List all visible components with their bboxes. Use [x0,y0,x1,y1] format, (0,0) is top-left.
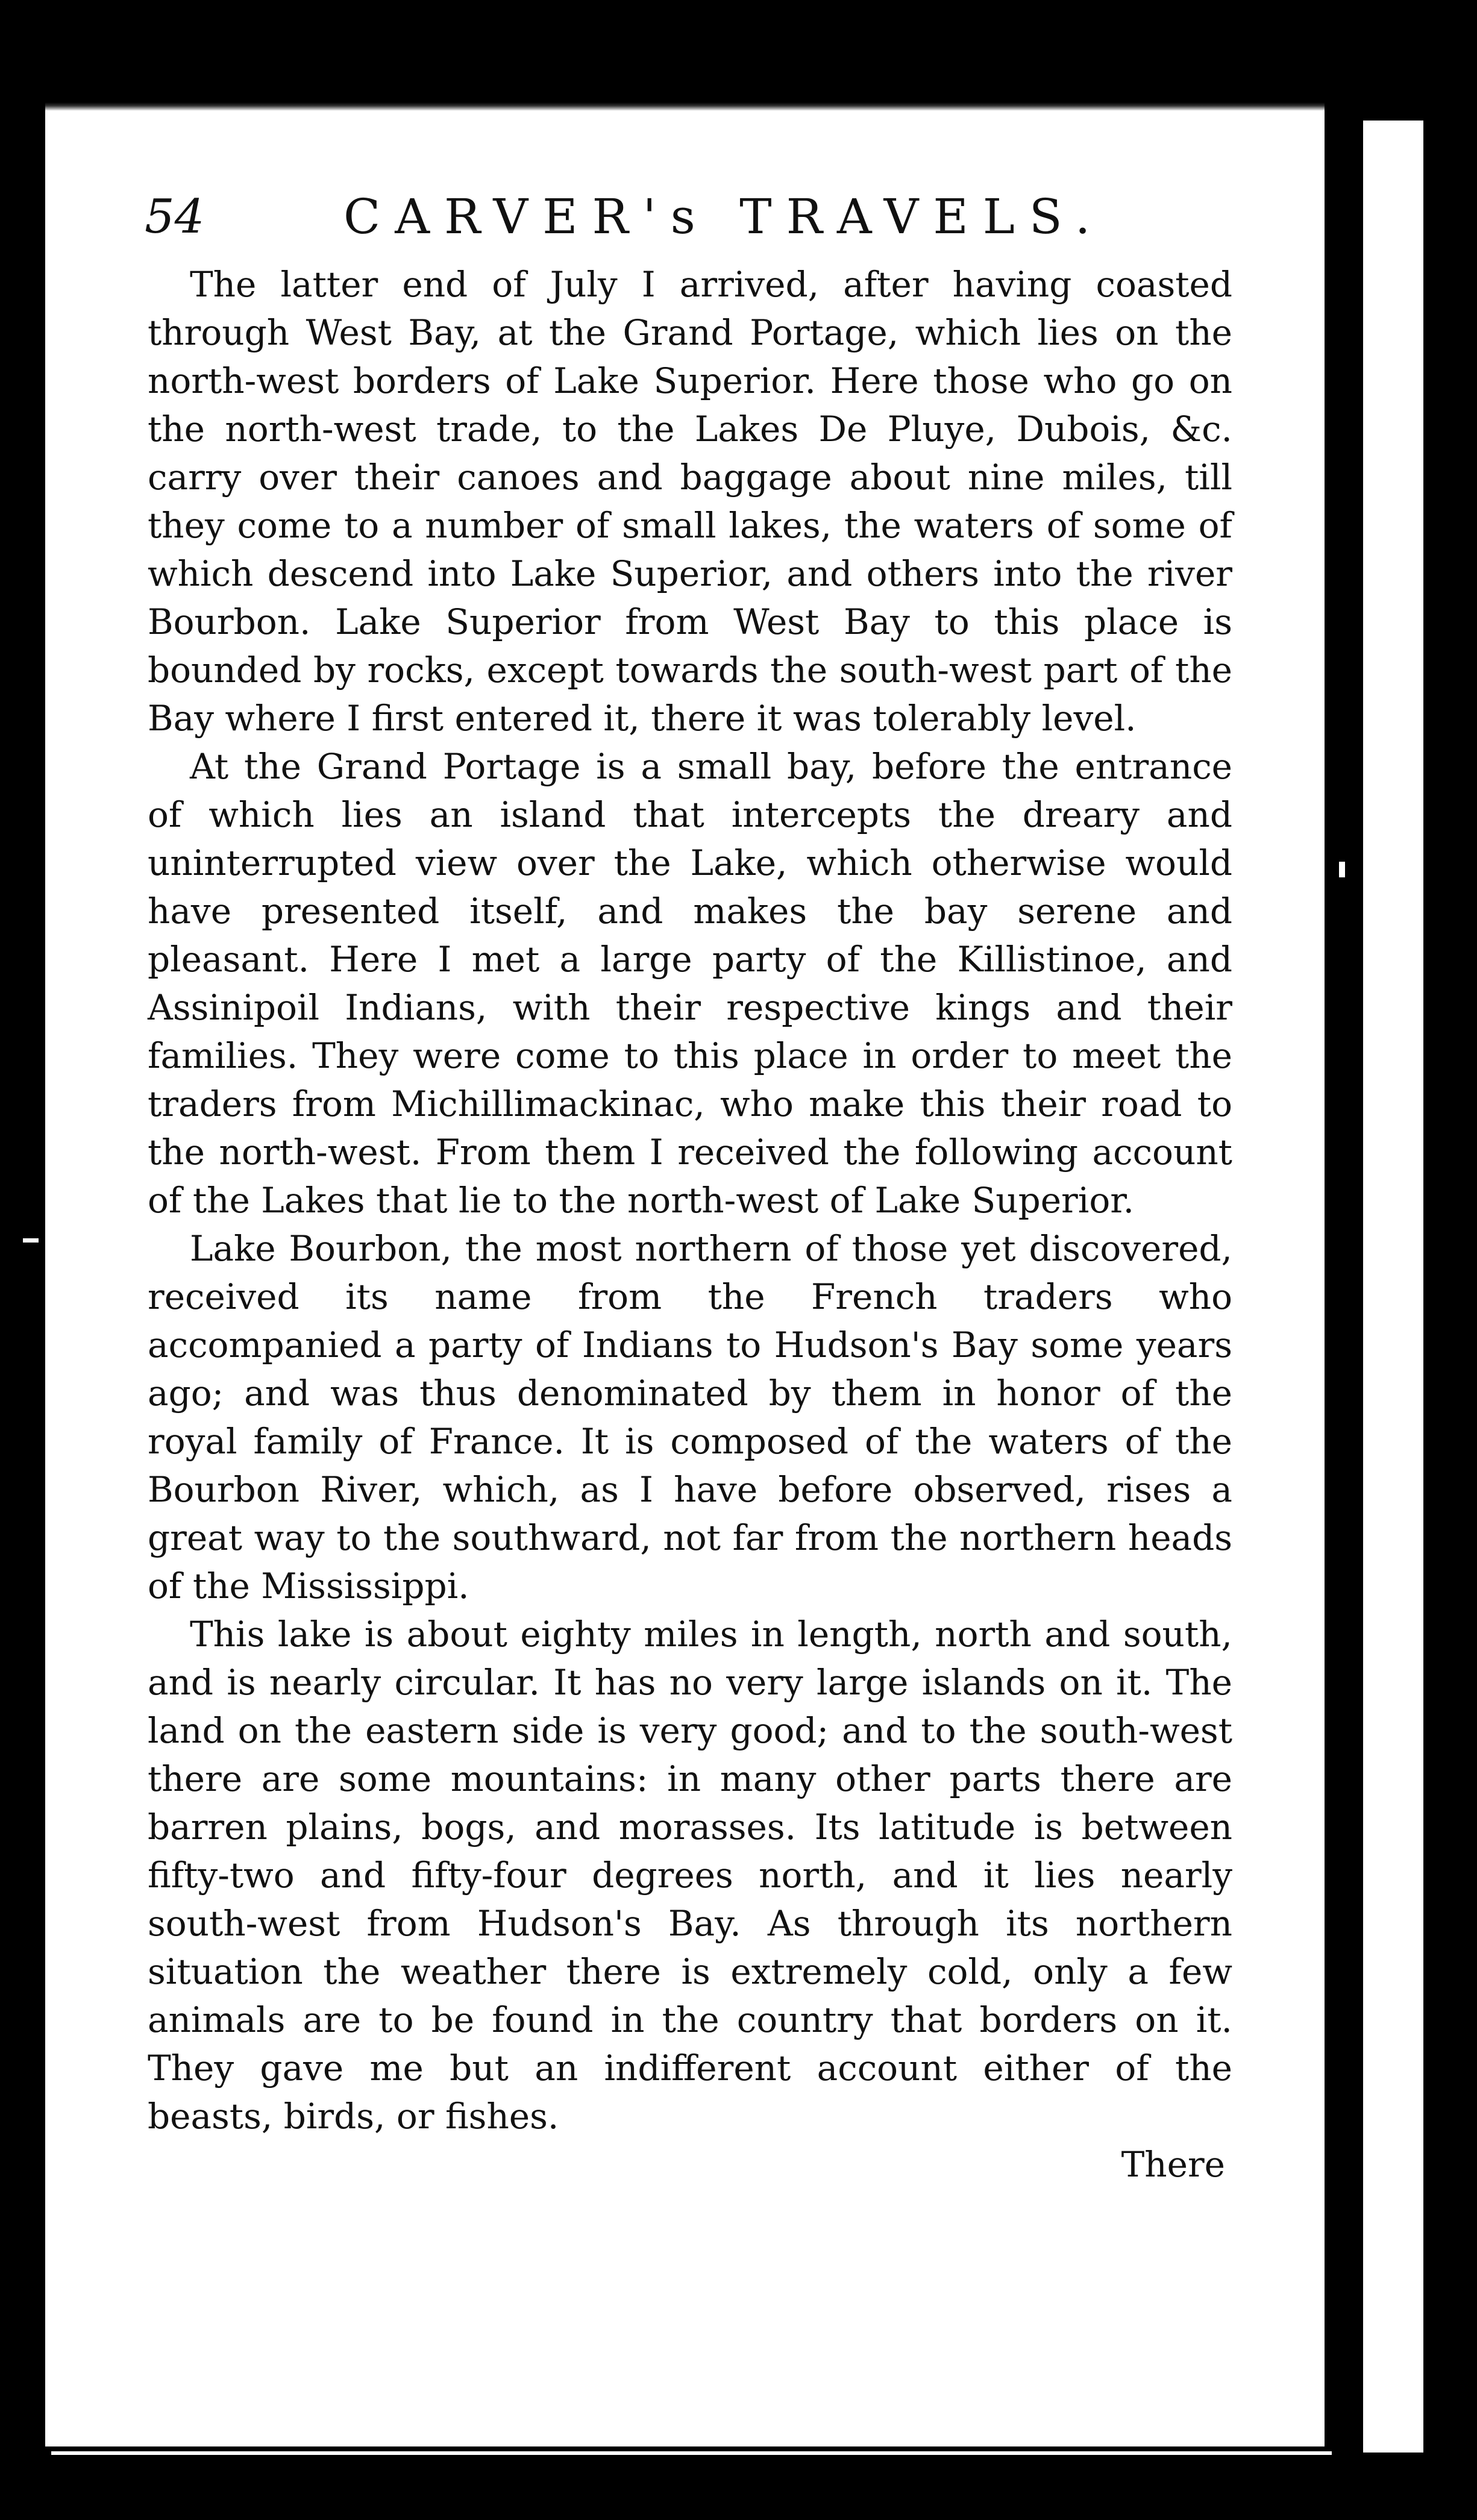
catchword: There [1121,2144,1225,2185]
running-head: CARVER's TRAVELS. [343,189,1105,245]
page-header [145,181,1284,253]
paragraph-1: The latter end of July I arrived, after having coasted through West Bay, at the Grand Portage, which lies on the north-west borders of Lake Superior. Here those who go on the north-west trade, to the Lakes De Pluye, Dubois, &c. carry over their canoes and baggage about nine miles, till they come to a number of small lakes, the waters of some of which descend into Lake Superior, and others into the river Bourbon. Lake Superior from West Bay to this place is bounded by rocks, except towards the south-west part of the Bay where I first entered it, there it was tolerably level. [148,264,1232,739]
page-number: 54 [145,190,205,244]
paragraph-4: This lake is about eighty miles in length, north and south, and is nearly circular. It has no very large islands on it. The land on the eastern side is very good; and to the south-west there are some mountains: in many other parts there are barren plains, bogs, and morasses. Its latitude is between fifty-two and fifty-four degrees north, and it lies nearly south-west from Hudson's Bay. As through its northern situation the weather there is extremely cold, only a few animals are to be found in the country that borders on it. They gave me but an indifferent account either of the beasts, birds, or fishes. [148,1614,1232,2137]
margin-mark [1339,862,1345,877]
paragraph-2: At the Grand Portage is a small bay, before the entrance of which lies an island that intercepts the dreary and uninterrupted view over the Lake, which otherwise would have presented itself, and makes the bay serene and pleasant. Here I met a large party of the Killistinoe, and Assinipoil Indians, with their respective kings and their families. They were come to this place in order to meet the traders from Michillimackinac, who make this their road to the north-west. From them I received the following account of the Lakes that lie to the north-west of Lake Superior. [148,746,1232,1221]
bottom-edge-rule [51,2451,1332,2455]
adjacent-page-edge [1363,121,1423,2453]
body-text [148,260,1232,2189]
margin-tick [23,1238,39,1243]
paragraph-3: Lake Bourbon, the most northern of those yet discovered, received its name from the French traders who accompanied a party of Indians to Hudson's Bay some years ago; and was thus denominated by them in honor of the royal family of France. It is composed of the waters of the Bourbon River, which, as I have before observed, rises a great way to the southward, not far from the northern heads of the Mississippi. [148,1228,1232,1606]
